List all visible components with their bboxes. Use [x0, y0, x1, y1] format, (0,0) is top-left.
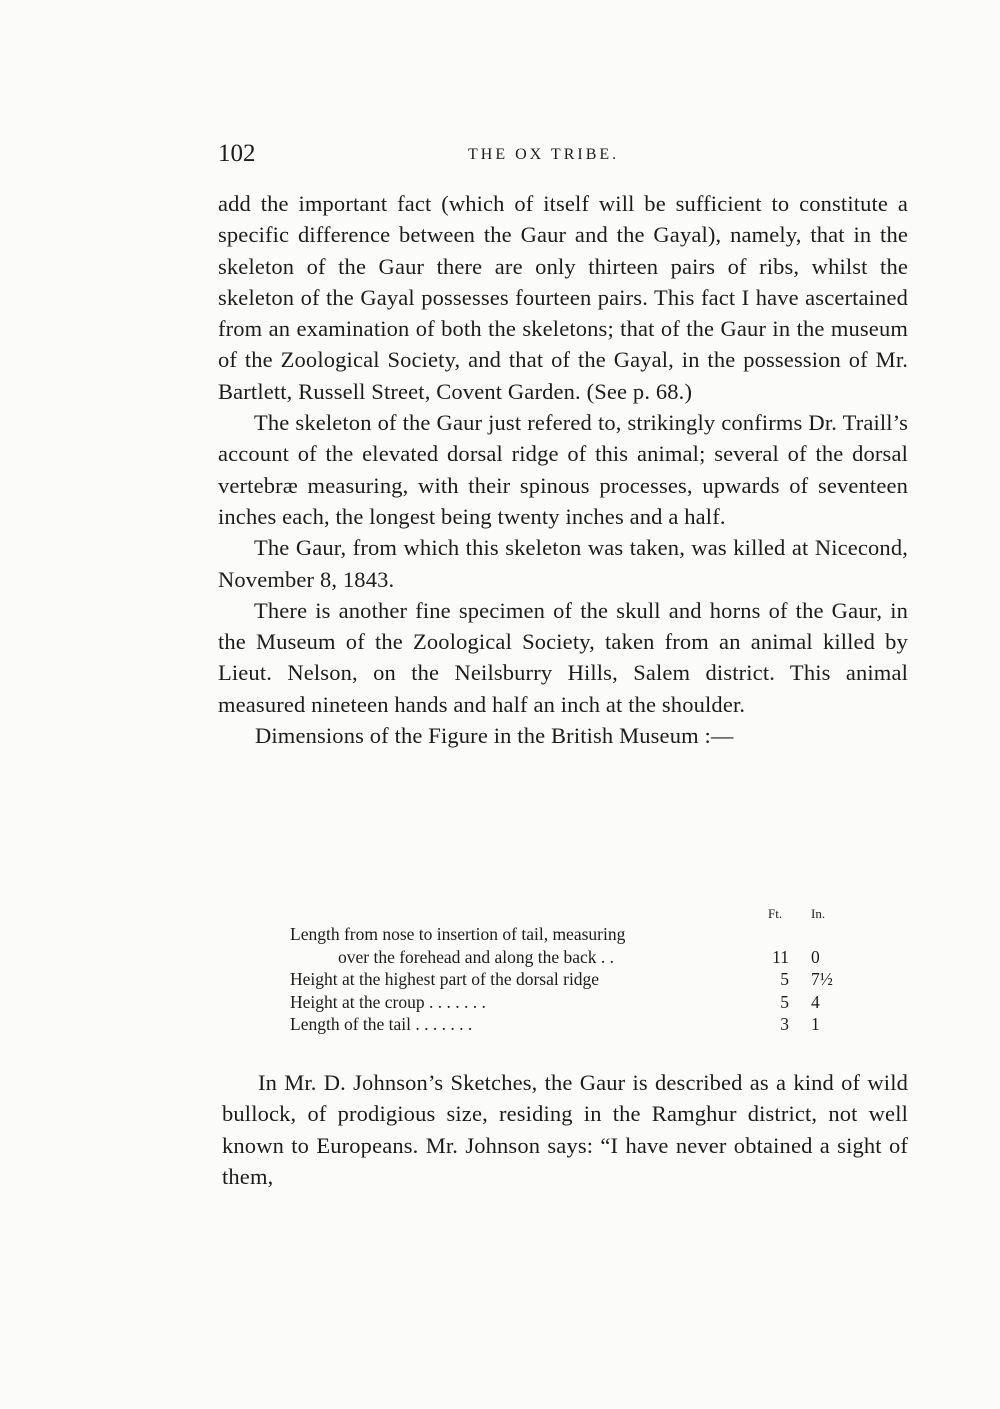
row-feet: 3: [780, 1014, 789, 1035]
main-text: [218, 188, 908, 751]
row-label: Length of the tail . . . . . . .: [290, 1014, 473, 1035]
paragraph: There is another fine specimen of the skull and horns of the Gaur, in the Museum of the Zoological Society, taken from an animal killed by Lieut. Nelson, on the Neilsburry Hills, Salem district. This animal measured nineteen hands and half an inch at the shoulder.: [218, 597, 908, 717]
paragraph: add the important fact (which of itself will be sufficient to constitute a specific difference between the Gaur and the Gayal), namely, that in the skeleton of the Gaur there are only thirteen pairs of ribs, whilst the skeleton of the Gayal possesses fourteen pairs. This fact I have ascertained from an examination of both the skeletons; that of the Gaur in the museum of the Zoological Society, and that of the Gayal, in the possession of Mr. Bartlett, Russell Street, Covent Garden. (See p. 68.): [218, 191, 908, 404]
unit-inches: In.: [811, 906, 826, 921]
unit-feet: Ft.: [768, 906, 783, 921]
dimensions-intro: Dimensions of the Figure in the British Museum :—: [255, 723, 734, 749]
row-inches: 1: [811, 1014, 820, 1035]
paragraph: In Mr. D. Johnson’s Sketches, the Gaur is described as a kind of wild bullock, of prodigious size, residing in the Ramghur district, not well known to Europeans. Mr. Johnson says: “I have never obtained a sight of them,: [222, 1070, 908, 1189]
row-feet: 11: [772, 946, 789, 967]
paragraph: The Gaur, from which this skeleton was taken, was killed at Nicecond, November 8, 1843.: [218, 535, 908, 592]
table-row: [290, 923, 850, 946]
table-row: [290, 1013, 850, 1036]
table-row: [290, 946, 850, 969]
row-label: Length from nose to insertion of tail, measuring: [290, 924, 626, 944]
running-head: THE OX TRIBE.: [468, 146, 620, 163]
row-feet: 5: [780, 991, 789, 1012]
closing-text: [222, 1067, 908, 1192]
row-feet: 5: [780, 969, 789, 990]
table-row: [290, 968, 850, 991]
row-label: Height at the croup . . . . . . .: [290, 991, 486, 1012]
units-header: [290, 903, 850, 923]
row-inches: 4: [811, 991, 820, 1012]
paragraph: The skeleton of the Gaur just refered to, strikingly confirms Dr. Traill’s account of the elevated dorsal ridge of this animal; several of the dorsal vertebræ measuring, with their spinous processes, upwards of seventeen inches each, the longest being twenty inches and a half.: [218, 410, 908, 529]
page-number: 102: [218, 140, 256, 167]
dimensions-table: [290, 903, 850, 1036]
row-inches: 0: [811, 946, 820, 967]
row-label: over the forehead and along the back . .: [338, 946, 614, 967]
table-row: [290, 991, 850, 1014]
row-label: Height at the highest part of the dorsal ridge: [290, 969, 600, 990]
row-inches: 7½: [811, 969, 833, 990]
page-header: [218, 140, 908, 174]
